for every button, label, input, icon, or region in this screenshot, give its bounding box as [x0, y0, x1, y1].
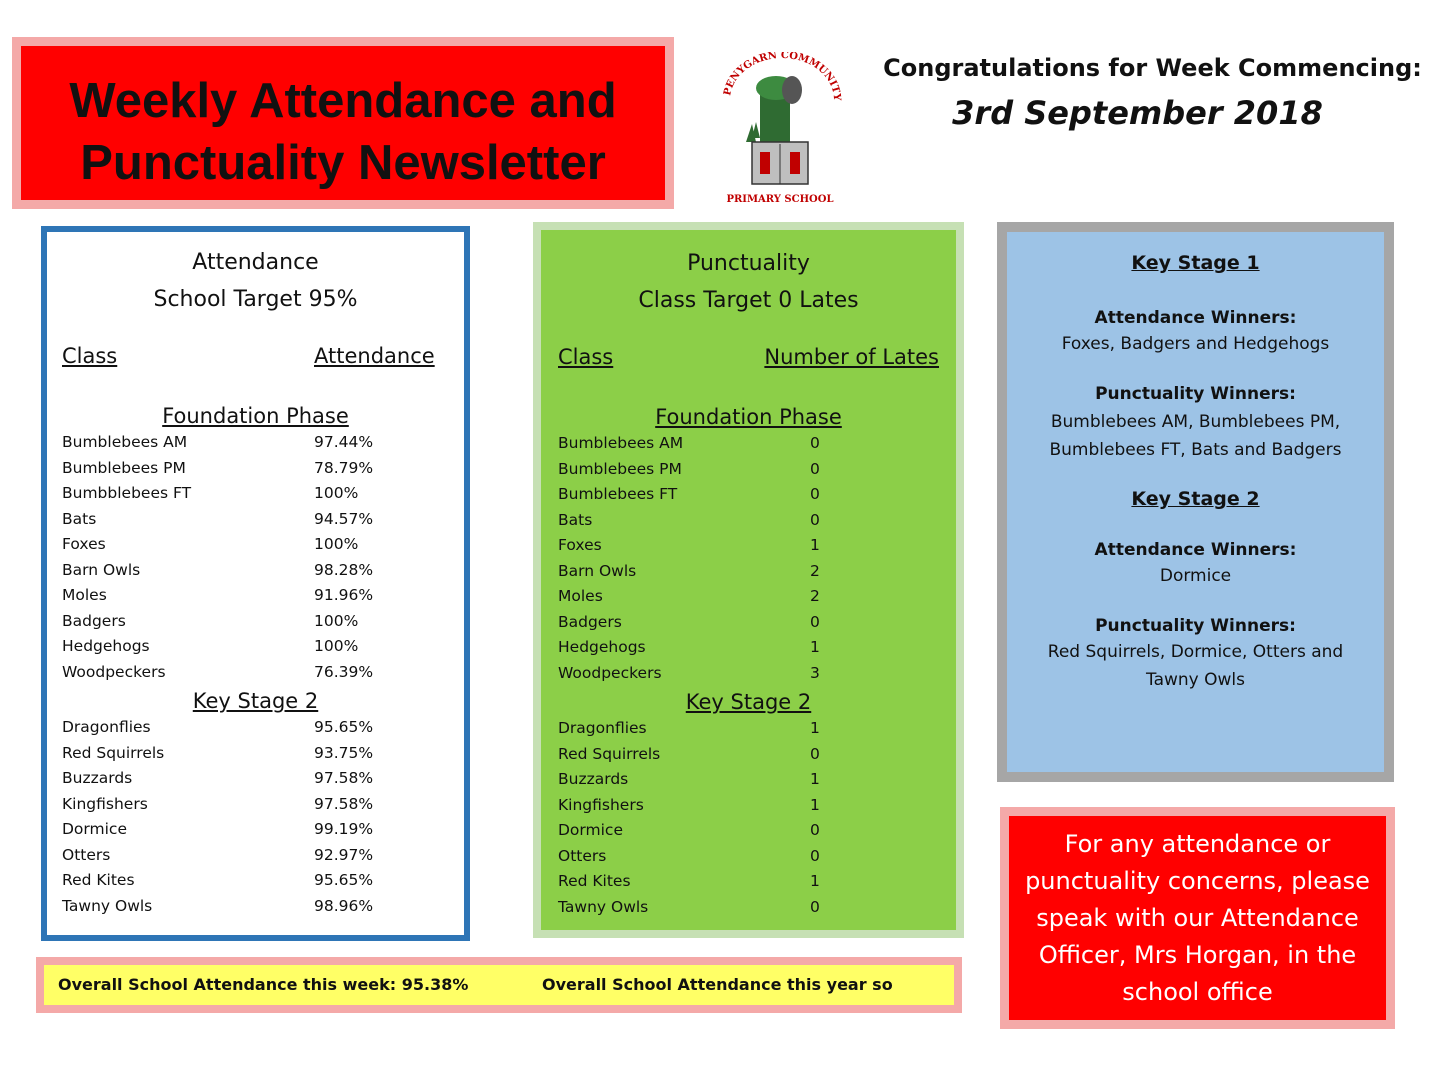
- class-name: Barn Owls: [62, 560, 141, 579]
- punctuality-panel: [533, 222, 964, 938]
- ks2-heading: Key Stage 2: [1131, 488, 1260, 510]
- class-name: Tawny Owls: [62, 896, 153, 915]
- table-row: [541, 482, 956, 508]
- table-row: [47, 660, 464, 686]
- class-value: 97.58%: [314, 769, 374, 787]
- punctuality-target: Class Target 0 Lates: [638, 288, 859, 313]
- table-row: [47, 868, 464, 894]
- table-row: [47, 532, 464, 558]
- table-row: [47, 583, 464, 609]
- table-row: [541, 742, 956, 768]
- attendance-ks2-list: [47, 715, 464, 919]
- table-row: [47, 792, 464, 818]
- class-value: 0: [810, 897, 820, 916]
- class-name: Foxes: [558, 536, 602, 554]
- table-row: [541, 559, 956, 585]
- class-name: Bats: [62, 509, 97, 528]
- ks1-attendance-winners-label: Attendance Winners:: [1094, 308, 1297, 328]
- class-value: 1: [810, 872, 820, 890]
- class-value: 97.44%: [314, 433, 374, 451]
- newsletter-title: [21, 70, 665, 194]
- table-row: [541, 457, 956, 483]
- ks2-punctuality-winners-label: Punctuality Winners:: [1095, 616, 1296, 636]
- table-row: [541, 635, 956, 661]
- class-value: 100%: [314, 484, 359, 502]
- class-name: Tawny Owls: [558, 897, 649, 916]
- class-name: Kingfishers: [62, 794, 148, 813]
- class-name: Dragonflies: [62, 718, 151, 736]
- congratulations-header: [880, 54, 1425, 132]
- class-name: Bumbblebees FT: [62, 484, 192, 502]
- class-value: 1: [810, 536, 820, 554]
- table-row: [541, 844, 956, 870]
- table-row: [541, 716, 956, 742]
- table-row: [47, 558, 464, 584]
- attendance-title: Attendance: [192, 250, 319, 275]
- table-row: [47, 609, 464, 635]
- class-name: Barn Owls: [558, 561, 637, 580]
- class-value: 0: [810, 485, 820, 503]
- class-value: 2: [810, 561, 820, 580]
- class-name: Red Squirrels: [558, 744, 661, 763]
- ks1-punctuality-winners-label: Punctuality Winners:: [1095, 384, 1296, 404]
- punctuality-column-headers: [541, 345, 956, 375]
- ks2-punctuality-winners-line-1: Red Squirrels, Dormice, Otters and: [1047, 642, 1344, 662]
- school-crest-icon: [716, 52, 844, 210]
- attendance-officer-notice: [1000, 807, 1395, 1029]
- class-name: Hedgehogs: [62, 637, 150, 655]
- attendance-foundation-list: [47, 430, 464, 685]
- class-value: 92.97%: [314, 845, 374, 864]
- school-logo: [716, 52, 844, 210]
- notice-line: punctuality concerns, please: [1025, 867, 1370, 895]
- class-value: 3: [810, 663, 820, 682]
- class-value: 99.19%: [314, 820, 374, 838]
- class-value: 1: [810, 770, 820, 788]
- table-row: [541, 895, 956, 921]
- class-name: Woodpeckers: [558, 663, 662, 682]
- attendance-title-block: [47, 244, 464, 318]
- class-name: Badgers: [558, 612, 622, 631]
- ks2-attendance-winners: Dormice: [1159, 566, 1232, 586]
- ks1-heading: Key Stage 1: [1131, 252, 1260, 274]
- table-row: [47, 507, 464, 533]
- punctuality-value-header: Number of Lates: [764, 345, 939, 369]
- week-commencing-date: 3rd September 2018: [952, 94, 1323, 132]
- attendance-ks2-heading: Key Stage 2: [192, 689, 319, 713]
- table-row: [541, 610, 956, 636]
- attendance-panel: [41, 226, 470, 941]
- notice-line: school office: [1122, 978, 1273, 1006]
- ks2-punctuality-winners-line-2: Tawny Owls: [1146, 670, 1245, 690]
- congratulations-label: Congratulations for Week Commencing:: [883, 54, 1422, 82]
- overall-week-attendance: Overall School Attendance this week: 95.38%: [58, 975, 469, 994]
- punctuality-foundation-heading: Foundation Phase: [655, 405, 842, 429]
- class-name: Dormice: [558, 821, 623, 839]
- overall-year-attendance: Overall School Attendance this year so: [542, 975, 893, 994]
- class-value: 1: [810, 795, 820, 814]
- table-row: [541, 661, 956, 687]
- punctuality-foundation-list: [541, 431, 956, 686]
- ks1-punctuality-winners-line-2: Bumblebees FT, Bats and Badgers: [1049, 440, 1342, 460]
- class-value: 0: [810, 744, 820, 763]
- class-name: Bumblebees PM: [62, 458, 186, 477]
- table-row: [541, 793, 956, 819]
- table-row: [47, 634, 464, 660]
- punctuality-ks2-heading: Key Stage 2: [685, 690, 812, 714]
- class-name: Moles: [558, 587, 603, 605]
- class-value: 1: [810, 638, 820, 656]
- class-value: 0: [810, 510, 820, 529]
- ks1-attendance-winners: Foxes, Badgers and Hedgehogs: [1061, 334, 1330, 354]
- class-value: 0: [810, 459, 820, 478]
- ks2-attendance-winners-label: Attendance Winners:: [1094, 540, 1297, 560]
- attendance-class-header: Class: [62, 344, 118, 368]
- newsletter-title-banner: [12, 37, 674, 209]
- attendance-value-header: Attendance: [314, 344, 435, 368]
- class-value: 100%: [314, 535, 359, 553]
- class-name: Bats: [558, 510, 593, 529]
- class-value: 93.75%: [314, 743, 374, 762]
- class-name: Otters: [62, 845, 111, 864]
- table-row: [47, 843, 464, 869]
- table-row: [541, 818, 956, 844]
- class-name: Red Kites: [558, 872, 631, 890]
- table-row: [47, 741, 464, 767]
- table-row: [47, 715, 464, 741]
- table-row: [541, 584, 956, 610]
- ks1-punctuality-winners-line-1: Bumblebees AM, Bumblebees PM,: [1050, 412, 1341, 432]
- class-value: 0: [810, 434, 820, 452]
- class-name: Woodpeckers: [62, 662, 166, 681]
- class-value: 97.58%: [314, 794, 374, 813]
- class-value: 76.39%: [314, 662, 374, 681]
- class-name: Moles: [62, 586, 107, 604]
- table-row: [47, 456, 464, 482]
- table-row: [541, 767, 956, 793]
- class-name: Otters: [558, 846, 607, 865]
- class-name: Dormice: [62, 820, 127, 838]
- table-row: [47, 430, 464, 456]
- overall-attendance-strip: [36, 957, 962, 1013]
- notice-text: [1009, 816, 1386, 1011]
- title-line-2: Punctuality Newsletter: [80, 136, 606, 190]
- class-value: 78.79%: [314, 458, 374, 477]
- class-value: 95.65%: [314, 871, 374, 889]
- punctuality-ks2-list: [541, 716, 956, 920]
- class-value: 0: [810, 612, 820, 631]
- notice-line: speak with our Attendance: [1036, 904, 1359, 932]
- title-line-1: Weekly Attendance and: [69, 74, 617, 128]
- logo-bottom-text: PRIMARY SCHOOL: [726, 194, 834, 205]
- class-name: Bumblebees FT: [558, 485, 678, 503]
- class-value: 100%: [314, 611, 359, 630]
- class-name: Dragonflies: [558, 719, 647, 737]
- class-value: 100%: [314, 637, 359, 655]
- table-row: [541, 533, 956, 559]
- class-value: 1: [810, 719, 820, 737]
- table-row: [47, 894, 464, 920]
- class-name: Badgers: [62, 611, 126, 630]
- class-name: Foxes: [62, 535, 106, 553]
- punctuality-class-header: Class: [558, 345, 614, 369]
- table-row: [541, 869, 956, 895]
- winners-panel: [997, 222, 1394, 782]
- class-name: Buzzards: [558, 770, 629, 788]
- class-value: 0: [810, 846, 820, 865]
- class-name: Hedgehogs: [558, 638, 646, 656]
- attendance-target: School Target 95%: [153, 287, 358, 312]
- class-name: Kingfishers: [558, 795, 644, 814]
- class-value: 2: [810, 587, 820, 605]
- class-name: Bumblebees AM: [62, 433, 188, 451]
- table-row: [47, 817, 464, 843]
- table-row: [541, 508, 956, 534]
- class-name: Bumblebees PM: [558, 459, 682, 478]
- attendance-column-headers: [47, 344, 464, 374]
- class-value: 94.57%: [314, 509, 374, 528]
- punctuality-title-block: [541, 245, 956, 319]
- punctuality-title: Punctuality: [687, 251, 810, 276]
- class-value: 91.96%: [314, 586, 374, 604]
- table-row: [47, 481, 464, 507]
- class-value: 0: [810, 821, 820, 839]
- class-name: Red Squirrels: [62, 743, 165, 762]
- class-name: Red Kites: [62, 871, 135, 889]
- class-name: Buzzards: [62, 769, 133, 787]
- notice-line: For any attendance or: [1064, 830, 1331, 858]
- class-value: 98.28%: [314, 560, 374, 579]
- class-name: Bumblebees AM: [558, 434, 684, 452]
- table-row: [47, 766, 464, 792]
- class-value: 98.96%: [314, 896, 374, 915]
- attendance-foundation-heading: Foundation Phase: [162, 404, 349, 428]
- class-value: 95.65%: [314, 718, 374, 736]
- table-row: [541, 431, 956, 457]
- notice-line: Officer, Mrs Horgan, in the: [1038, 941, 1357, 969]
- svg-text:PENYGARN COMMUNITY: PENYGARN COMMUNITY: [722, 52, 843, 102]
